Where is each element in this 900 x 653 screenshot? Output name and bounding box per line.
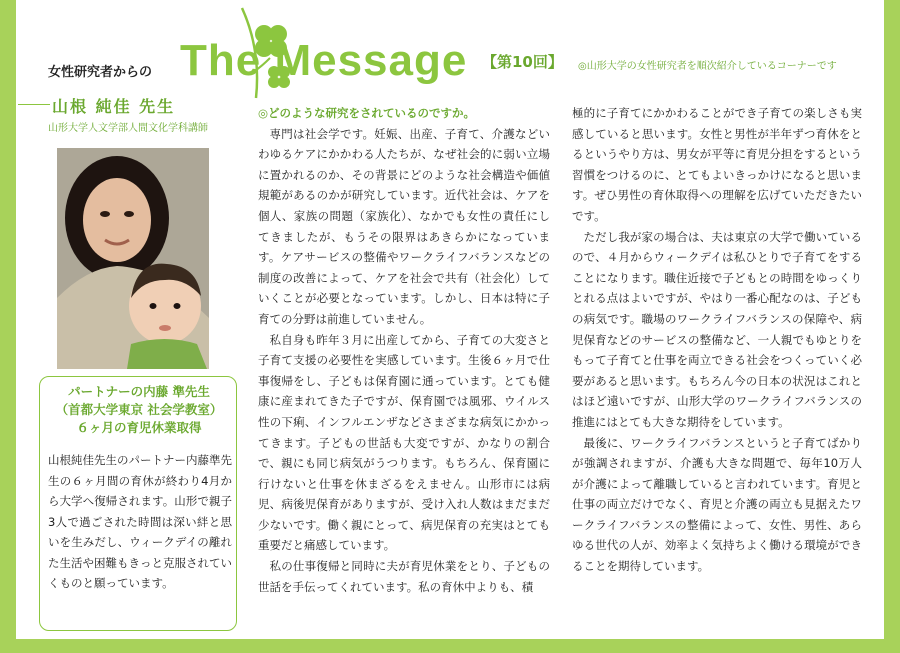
interview-question: ◎どのような研究をされているのですか。 <box>258 106 476 120</box>
article-paragraph: 私自身も昨年３月に出産してから、子育ての大変さと子育て支援の必要性を実感しています。生後６ヶ月で仕事復帰をし、子どもは保育園に通っています。とても健康に産まれてきた子ですが、保育園では風邪、ウイルス性の下痢、インフルエンザなどさまざまな病気にかかってきます。子どもの世話も大変ですが、かなりの割合で、親にも同じ病気がうつります。もちろん、保育園に行けないと仕事を休まざるをえません。山形市には病児、病後児保育がありますが、受け入れ人数はまだまだ少ないです。働く親にとって、病児保育の充実はとても重要だと痛感しています。 <box>258 332 550 553</box>
article-column-2 <box>572 103 862 577</box>
header-note: ◎山形大学の女性研究者を順次紹介しているコーナーです <box>578 61 837 72</box>
partner-title-line: ６ヶ月の育児休業取得 <box>76 420 202 435</box>
partner-title <box>40 383 238 437</box>
article-paragraph: 極的に子育てにかかわることができ子育ての楽しさも実感していると思います。女性と男性が半年ずつ育休をとるというやり方は、男女が平等に育児分担をするという習慣をつけるのに、とてもよいきっかけになると思います。ぜひ男性の育休取得への理解を広げていただきたいです。 <box>572 106 862 223</box>
name-divider <box>18 104 50 105</box>
frame-bottom-border <box>0 639 900 653</box>
partner-box <box>39 376 237 631</box>
researcher-name: 山根 純佳 先生 <box>52 97 176 116</box>
article-paragraph: 専門は社会学です。妊娠、出産、子育て、介護などいわゆるケアにかかわる人たちが、なぜ社会的に弱い立場に置かれるのか、その背景にどのような社会構造や価値規範があるのかが研究しています。近代社会は、ケアを個人、家族の問題（家族化）、なかでも女性の責任にしてきましたが、もうその限界はあきらかになっています。ケアサービスの整備やワークライフバランスなどの制度の改善によって、ケアを社会で共有（社会化）していくことが必要となっています。しかし、日本は特に子育ての分野は前進していません。 <box>258 126 550 326</box>
frame-left-border <box>0 0 16 653</box>
page-title: The Message <box>180 36 468 85</box>
partner-title-line: （首都大学東京 社会学教室） <box>55 402 223 417</box>
partner-title-line: パートナーの内藤 準先生 <box>68 384 210 399</box>
article-paragraph: 最後に、ワークライフバランスというと子育てばかりが強調されますが、介護も大きな問題で、毎年10万人が介護によって離職していると言われています。育児と仕事の両立だけでなく、育児と介護の両立も見据えたワークライフバランスの整備によって、女性、男性、あらゆる世代の人が、効率よく気持ちよく働ける環境ができることを期待しています。 <box>572 435 862 574</box>
article-paragraph: ただし我が家の場合は、夫は東京の大学で働いているので、４月からウィークデイは私ひとりで子育てをすることになります。職住近接で子どもとの時間をゆっくりとれる点はよいですが、やはり一番心配なのは、子どもの病気です。職場のワークライフバランスの保障や、病児保育などのサービスの整備など、一人親でもゆとりをもって子育てと仕事を両立できる社会をつくっていく必要があると思います。もちろん今の日本の状況はこれとはほど遠いですが、山形大学のワークライフバランスの推進にはとても大きな期待をしています。 <box>572 229 862 429</box>
partner-body: 山根純佳先生のパートナー内藤準先生の６ヶ月間の育休が終わり4月から大学へ復帰されます。山形で親子3人で過ごされた時間は深い絆と思いを生みだし、ウィークデイの離れた生活や困難もきっと克服されていくものと願っています。 <box>48 453 232 590</box>
article-column-1 <box>258 103 550 597</box>
researcher-affiliation: 山形大学人文学部人間文化学科講師 <box>48 123 208 134</box>
issue-number: 【第10回】 <box>482 53 563 71</box>
portrait-photo <box>57 148 209 369</box>
header-kicker: 女性研究者からの <box>48 65 153 80</box>
article-paragraph: 私の仕事復帰と同時に夫が育児休業をとり、子どもの世話を手伝ってくれています。私の育休中よりも、積 <box>258 559 550 594</box>
frame-right-border <box>884 0 900 653</box>
